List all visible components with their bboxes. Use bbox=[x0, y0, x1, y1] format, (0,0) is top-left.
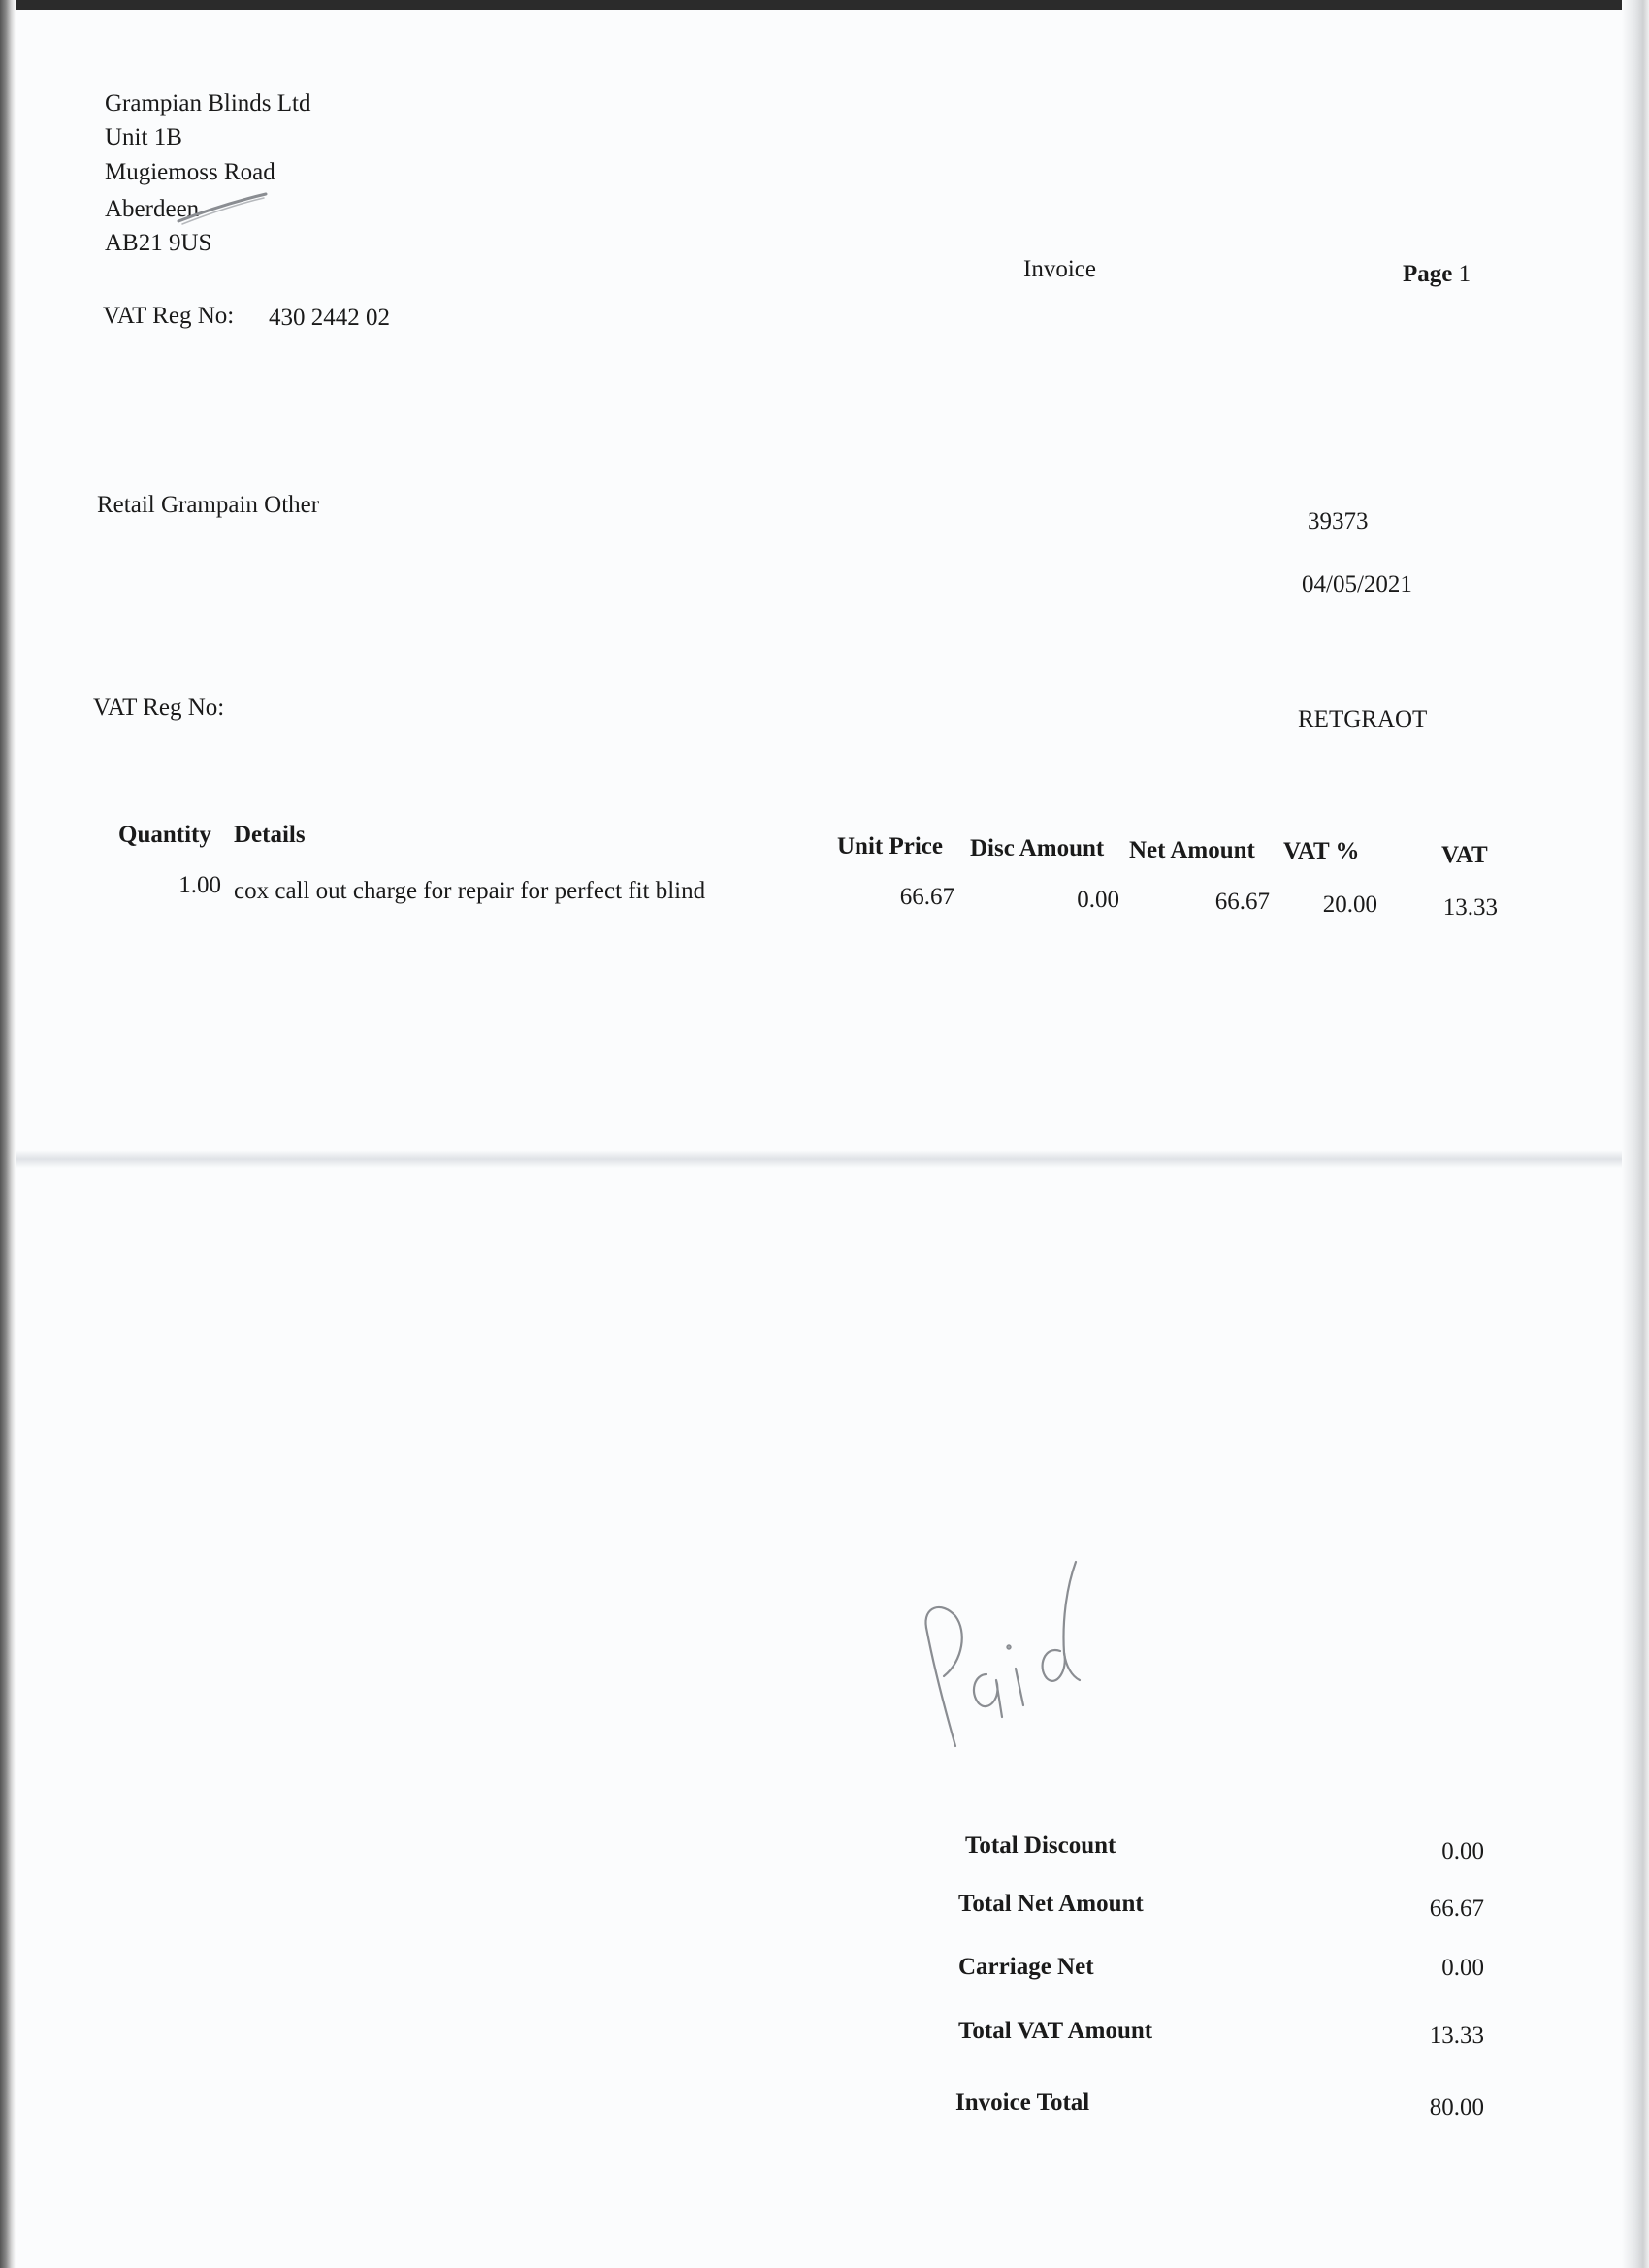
supplier-address-line: Aberdeen bbox=[105, 196, 200, 222]
row-details: cox call out charge for repair for perfect fit blind bbox=[234, 878, 706, 904]
handwritten-paid-mark bbox=[907, 1552, 1101, 1756]
supplier-address-line: Mugiemoss Road bbox=[105, 159, 275, 185]
total-discount-value: 0.00 bbox=[1441, 1838, 1484, 1864]
row-disc-amount: 0.00 bbox=[1077, 887, 1119, 913]
invoice-total-value: 80.00 bbox=[1429, 2094, 1484, 2121]
header-vat-percent: VAT % bbox=[1283, 838, 1360, 864]
supplier-address-line: AB21 9US bbox=[105, 230, 212, 256]
row-quantity: 1.00 bbox=[178, 872, 221, 898]
total-discount-label: Total Discount bbox=[965, 1832, 1116, 1859]
scan-edge-top bbox=[0, 0, 1649, 10]
header-net-amount: Net Amount bbox=[1129, 837, 1255, 863]
header-disc-amount: Disc Amount bbox=[970, 835, 1105, 861]
invoice-total-label: Invoice Total bbox=[955, 2090, 1090, 2116]
row-vat: 13.33 bbox=[1442, 894, 1498, 921]
carriage-net-value: 0.00 bbox=[1441, 1955, 1484, 1981]
document-title: Invoice bbox=[1023, 256, 1096, 282]
row-vat-percent: 20.00 bbox=[1322, 891, 1377, 918]
header-vat: VAT bbox=[1441, 842, 1488, 868]
header-quantity: Quantity bbox=[118, 822, 211, 848]
page-indicator bbox=[1403, 262, 1471, 286]
pen-mark bbox=[175, 188, 272, 227]
customer-name: Retail Grampain Other bbox=[97, 492, 320, 518]
total-net-label: Total Net Amount bbox=[958, 1891, 1144, 1917]
account-reference: RETGRAOT bbox=[1298, 706, 1428, 732]
row-net-amount: 66.67 bbox=[1214, 889, 1270, 915]
supplier-vat-number: 430 2442 02 bbox=[269, 305, 390, 331]
scan-edge-left bbox=[0, 0, 16, 2268]
paper-fold-line bbox=[16, 1150, 1622, 1168]
supplier-address-line: Unit 1B bbox=[105, 124, 182, 150]
supplier-vat-label: VAT Reg No: bbox=[103, 303, 235, 329]
page-label: Page bbox=[1403, 261, 1453, 287]
total-vat-value: 13.33 bbox=[1429, 2023, 1484, 2049]
invoice-date: 04/05/2021 bbox=[1302, 571, 1412, 598]
supplier-name: Grampian Blinds Ltd bbox=[105, 90, 311, 116]
header-unit-price: Unit Price bbox=[837, 833, 943, 859]
invoice-number: 39373 bbox=[1308, 508, 1369, 535]
total-vat-label: Total VAT Amount bbox=[958, 2018, 1153, 2044]
page-number: 1 bbox=[1458, 261, 1471, 287]
row-unit-price: 66.67 bbox=[899, 884, 954, 910]
scan-edge-right bbox=[1622, 0, 1649, 2268]
customer-vat-label: VAT Reg No: bbox=[93, 695, 225, 721]
carriage-net-label: Carriage Net bbox=[958, 1954, 1094, 1980]
header-details: Details bbox=[234, 822, 306, 848]
total-net-value: 66.67 bbox=[1429, 1895, 1484, 1922]
